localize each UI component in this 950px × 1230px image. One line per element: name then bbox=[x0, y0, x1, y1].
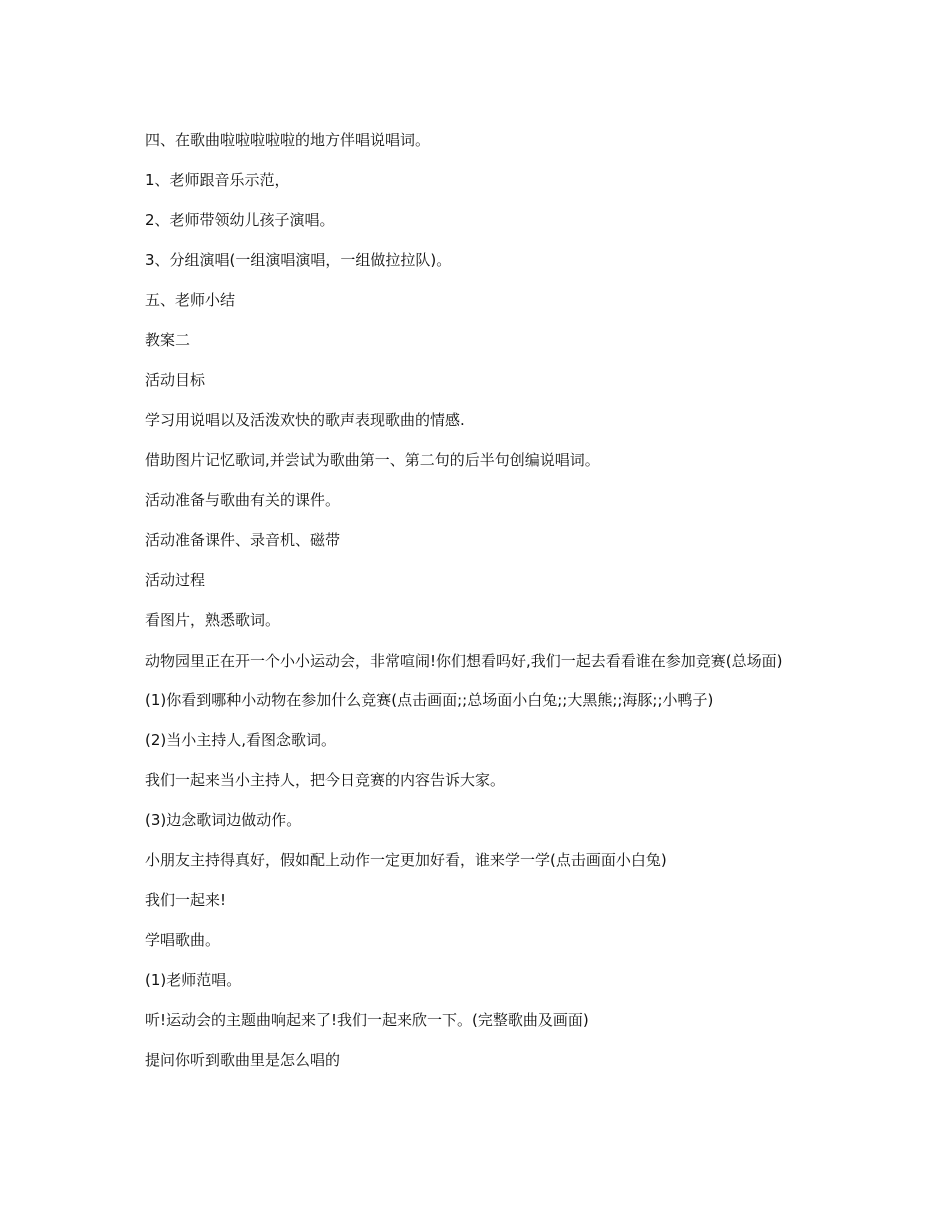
paragraph: 小朋友主持得真好，假如配上动作一定更加好看，谁来学一学(点击画面小白兔) bbox=[145, 851, 667, 869]
paragraph: 3、分组演唱(一组演唱演唱，一组做拉拉队)。 bbox=[145, 251, 452, 269]
paragraph: 动物园里正在开一个小小运动会，非常喧闹!你们想看吗好,我们一起去看看谁在参加竞赛(总场面) bbox=[145, 652, 783, 670]
paragraph: (1)老师范唱。 bbox=[145, 971, 242, 989]
section-heading: 教案二 bbox=[145, 331, 191, 349]
paragraph: 学唱歌曲。 bbox=[145, 931, 221, 949]
paragraph: 活动准备与歌曲有关的课件。 bbox=[145, 491, 341, 509]
paragraph: 我们一起来! bbox=[145, 891, 227, 909]
section-heading: 活动过程 bbox=[145, 571, 206, 589]
paragraph: (3)边念歌词边做动作。 bbox=[145, 811, 302, 829]
paragraph: 1、老师跟音乐示范， bbox=[145, 171, 290, 189]
section-heading: 活动目标 bbox=[145, 371, 206, 389]
paragraph: 看图片，熟悉歌词。 bbox=[145, 611, 281, 629]
paragraph: (1)你看到哪种小动物在参加什么竞赛(点击画面;;总场面小白兔;;大黑熊;;海豚;;小鸭子) bbox=[145, 691, 714, 709]
paragraph: 提问你听到歌曲里是怎么唱的 bbox=[145, 1051, 341, 1069]
paragraph: (2)当小主持人,看图念歌词。 bbox=[145, 731, 337, 749]
document-body bbox=[114, 130, 834, 1090]
paragraph: 借助图片记忆歌词,并尝试为歌曲第一、第二句的后半句创编说唱词。 bbox=[145, 451, 600, 469]
paragraph: 学习用说唱以及活泼欢快的歌声表现歌曲的情感. bbox=[145, 411, 465, 429]
section-heading: 五、老师小结 bbox=[145, 291, 236, 309]
paragraph: 2、老师带领幼儿孩子演唱。 bbox=[145, 211, 335, 229]
paragraph: 活动准备课件、录音机、磁带 bbox=[145, 531, 341, 549]
paragraph: 四、在歌曲啦啦啦啦啦的地方伴唱说唱词。 bbox=[145, 131, 431, 149]
paragraph: 听!运动会的主题曲响起来了!我们一起来欣一下。(完整歌曲及画面) bbox=[145, 1011, 589, 1029]
paragraph: 我们一起来当小主持人，把今日竞赛的内容告诉大家。 bbox=[145, 771, 506, 789]
